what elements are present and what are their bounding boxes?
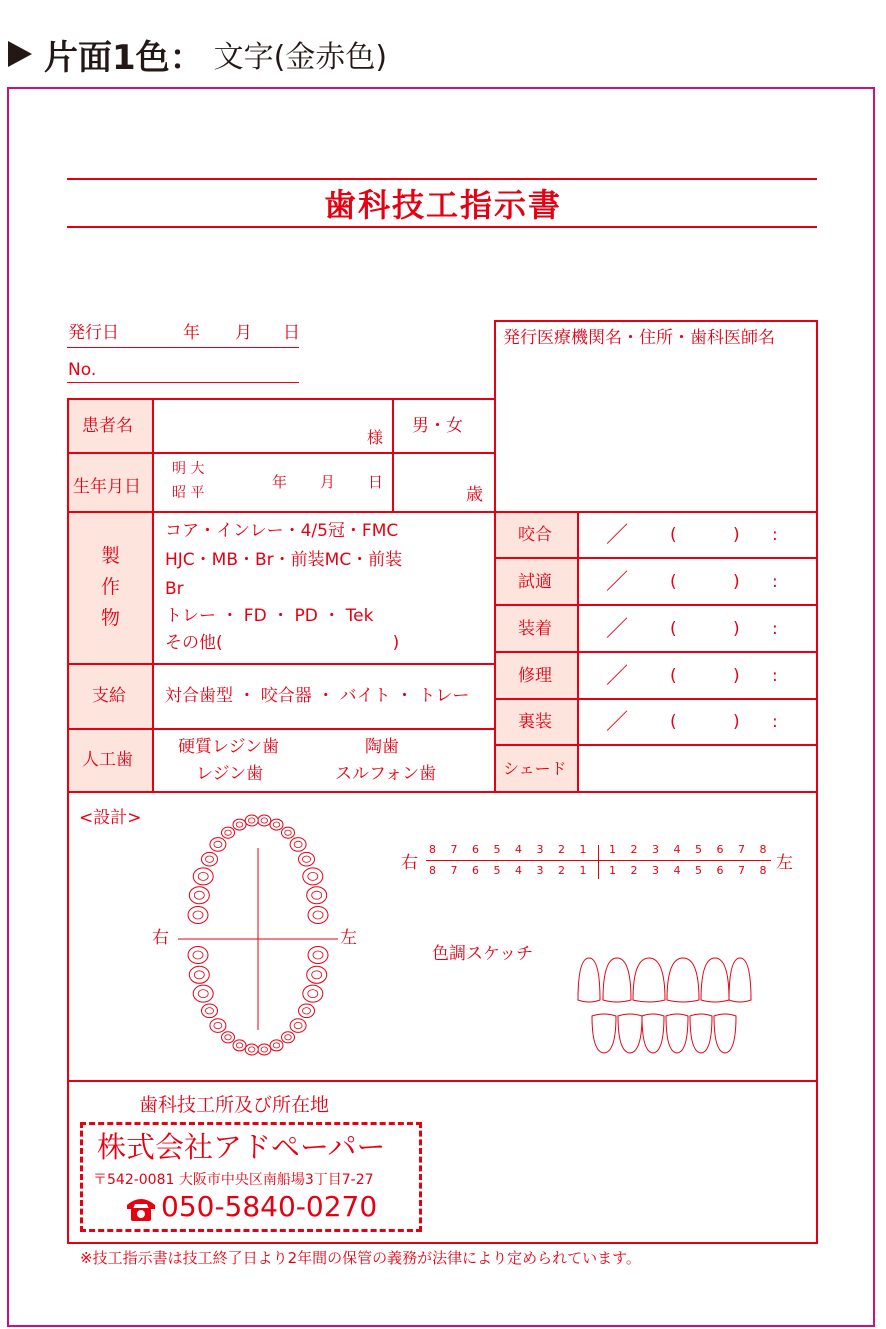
- footnote: ※技工指示書は技工終了日より2年間の保管の義務が法律により定められています。: [80, 1249, 641, 1267]
- sketch-tooth: [633, 958, 665, 1002]
- schedule-label: 装着: [518, 619, 552, 639]
- design-label: <設計>: [79, 808, 142, 828]
- tooth-number: 5: [695, 843, 702, 856]
- sketch-tooth: [714, 1014, 736, 1053]
- heading-sub: 文字(金赤色): [213, 40, 388, 75]
- schedule-colon: :: [772, 666, 778, 686]
- schedule-close: ): [733, 525, 740, 545]
- issue-year: 年: [183, 323, 200, 343]
- tooth-number: 5: [493, 843, 501, 856]
- schedule-open: (: [670, 666, 677, 686]
- schedule-label: 咬合: [518, 525, 552, 545]
- birth-day: 日: [368, 473, 384, 491]
- artificial-item: 硬質レジン歯: [178, 737, 280, 757]
- arch-right-label: 右: [152, 928, 169, 948]
- era-line2: 昭 平: [172, 485, 205, 501]
- birth-label: 生年月日: [73, 477, 141, 497]
- sama-label: 様: [367, 428, 384, 447]
- company-address: 〒542-0081 大阪市中央区南船場3丁目7-27: [93, 1172, 374, 1188]
- company-stamp: [80, 1122, 422, 1232]
- issue-day: 日: [283, 323, 300, 343]
- tooth-number: 7: [450, 864, 458, 877]
- prosthesis-line: その他( ): [165, 633, 400, 653]
- schedule-slash: ／: [606, 570, 629, 595]
- schedule-label: 修理: [518, 666, 552, 686]
- schedule-label: 裏装: [518, 712, 552, 732]
- tooth-number: 8: [429, 864, 436, 877]
- schedule-colon: :: [772, 712, 778, 732]
- sketch-tooth: [618, 1014, 642, 1053]
- sketch-tooth: [667, 958, 699, 1002]
- schedule-slash: ／: [606, 664, 629, 689]
- tooth-number: 4: [515, 843, 522, 856]
- tooth-number: 2: [630, 843, 638, 856]
- schedule-open: (: [670, 712, 677, 732]
- schedule-close: ): [733, 712, 740, 732]
- tooth-number: 1: [579, 843, 587, 856]
- chart-left-label: 左: [776, 853, 793, 873]
- tooth-number: 1: [609, 843, 616, 856]
- company-name: 株式会社アドペーパー: [97, 1130, 386, 1164]
- schedule-open: (: [670, 525, 677, 545]
- tooth-number: 6: [716, 843, 724, 856]
- chart-right-label: 右: [401, 853, 418, 873]
- tooth-number: 3: [536, 864, 544, 877]
- tooth-number: 4: [515, 864, 522, 877]
- prosthesis-line: HJC・MB・Br・前装MC・前装: [165, 550, 403, 570]
- schedule-colon: :: [772, 619, 778, 639]
- tooth-number: 7: [738, 864, 745, 877]
- gender-label: 男・女: [412, 416, 463, 436]
- tooth-number: 8: [759, 864, 767, 877]
- sketch-tooth: [701, 958, 729, 1002]
- tooth-number: 2: [558, 864, 565, 877]
- arch-left-label: 左: [340, 928, 357, 948]
- schedule-close: ): [733, 572, 740, 592]
- no-label: No.: [68, 360, 97, 380]
- tooth-number: 3: [536, 843, 544, 856]
- sketch-tooth: [578, 958, 600, 1002]
- schedule-slash: ／: [606, 617, 629, 642]
- sketch-tooth: [592, 1014, 616, 1053]
- tooth-number: 2: [558, 843, 565, 856]
- sketch-tooth: [603, 958, 631, 1002]
- prosthesis-line: トレー ・ FD ・ PD ・ Tek: [165, 606, 374, 626]
- schedule-slash: ／: [606, 710, 629, 735]
- era-line1: 明 大: [172, 461, 205, 477]
- artificial-item: スルフォン歯: [335, 764, 437, 784]
- heading-main: 片面1色：: [44, 37, 204, 78]
- telephone-icon: [125, 1193, 157, 1223]
- tooth-number: 3: [652, 864, 659, 877]
- tooth-number: 8: [759, 843, 767, 856]
- tooth-number: 4: [673, 843, 681, 856]
- schedule-slash: ／: [606, 523, 629, 548]
- sketch-tooth: [690, 1014, 712, 1053]
- tooth-number: 1: [609, 864, 616, 877]
- form-title: 歯科技工指示書: [323, 186, 562, 224]
- supply-items: 対合歯型 ・ 咬合器 ・ バイト ・ トレー: [165, 686, 470, 706]
- schedule-colon: :: [772, 572, 778, 592]
- sketch-tooth: [666, 1014, 688, 1053]
- tooth-number: 7: [450, 843, 458, 856]
- patient-label: 患者名: [82, 416, 133, 436]
- tooth-number: 7: [738, 843, 745, 856]
- tooth-number: 6: [472, 864, 479, 877]
- tooth-number: 6: [472, 843, 479, 856]
- birth-month: 月: [320, 473, 336, 491]
- artificial-item: レジン歯: [196, 764, 264, 784]
- birth-year: 年: [272, 473, 288, 491]
- tooth-number: 4: [673, 864, 681, 877]
- tooth-number: 6: [716, 864, 724, 877]
- supply-label: 支給: [92, 686, 126, 706]
- sketch-tooth: [729, 958, 751, 1002]
- shade-label: シェード: [503, 759, 567, 778]
- schedule-open: (: [670, 572, 677, 592]
- schedule-colon: :: [772, 525, 778, 545]
- schedule-close: ): [733, 619, 740, 639]
- prosthesis-line: コア・インレー・4/5冠・FMC: [165, 521, 399, 541]
- issue-date-label: 発行日: [68, 323, 119, 343]
- tooth-number: 8: [429, 843, 436, 856]
- sketch-tooth: [642, 1014, 664, 1053]
- issue-month: 月: [235, 323, 252, 343]
- schedule-open: (: [670, 619, 677, 639]
- age-label: 歳: [466, 485, 483, 505]
- lab-label: 歯科技工所及び所在地: [139, 1094, 330, 1116]
- sketch-label: 色調スケッチ: [432, 944, 534, 964]
- tooth-number: 5: [695, 864, 702, 877]
- tooth-number: 1: [579, 864, 587, 877]
- tooth-number: 5: [493, 864, 501, 877]
- company-phone: 050-5840-0270: [161, 1190, 378, 1223]
- tooth-number: 3: [652, 843, 659, 856]
- clinic-label: 発行医療機関名・住所・歯科医師名: [503, 328, 775, 348]
- artificial-item: 陶歯: [365, 737, 399, 757]
- schedule-label: 試適: [518, 572, 552, 592]
- prosthesis-label-1: 製: [101, 545, 121, 567]
- prosthesis-line: Br: [165, 579, 184, 599]
- prosthesis-label-2: 作: [101, 576, 121, 598]
- prosthesis-label-3: 物: [101, 607, 121, 629]
- tooth-number: 2: [630, 864, 638, 877]
- schedule-close: ): [733, 666, 740, 686]
- artificial-label: 人工歯: [82, 750, 133, 770]
